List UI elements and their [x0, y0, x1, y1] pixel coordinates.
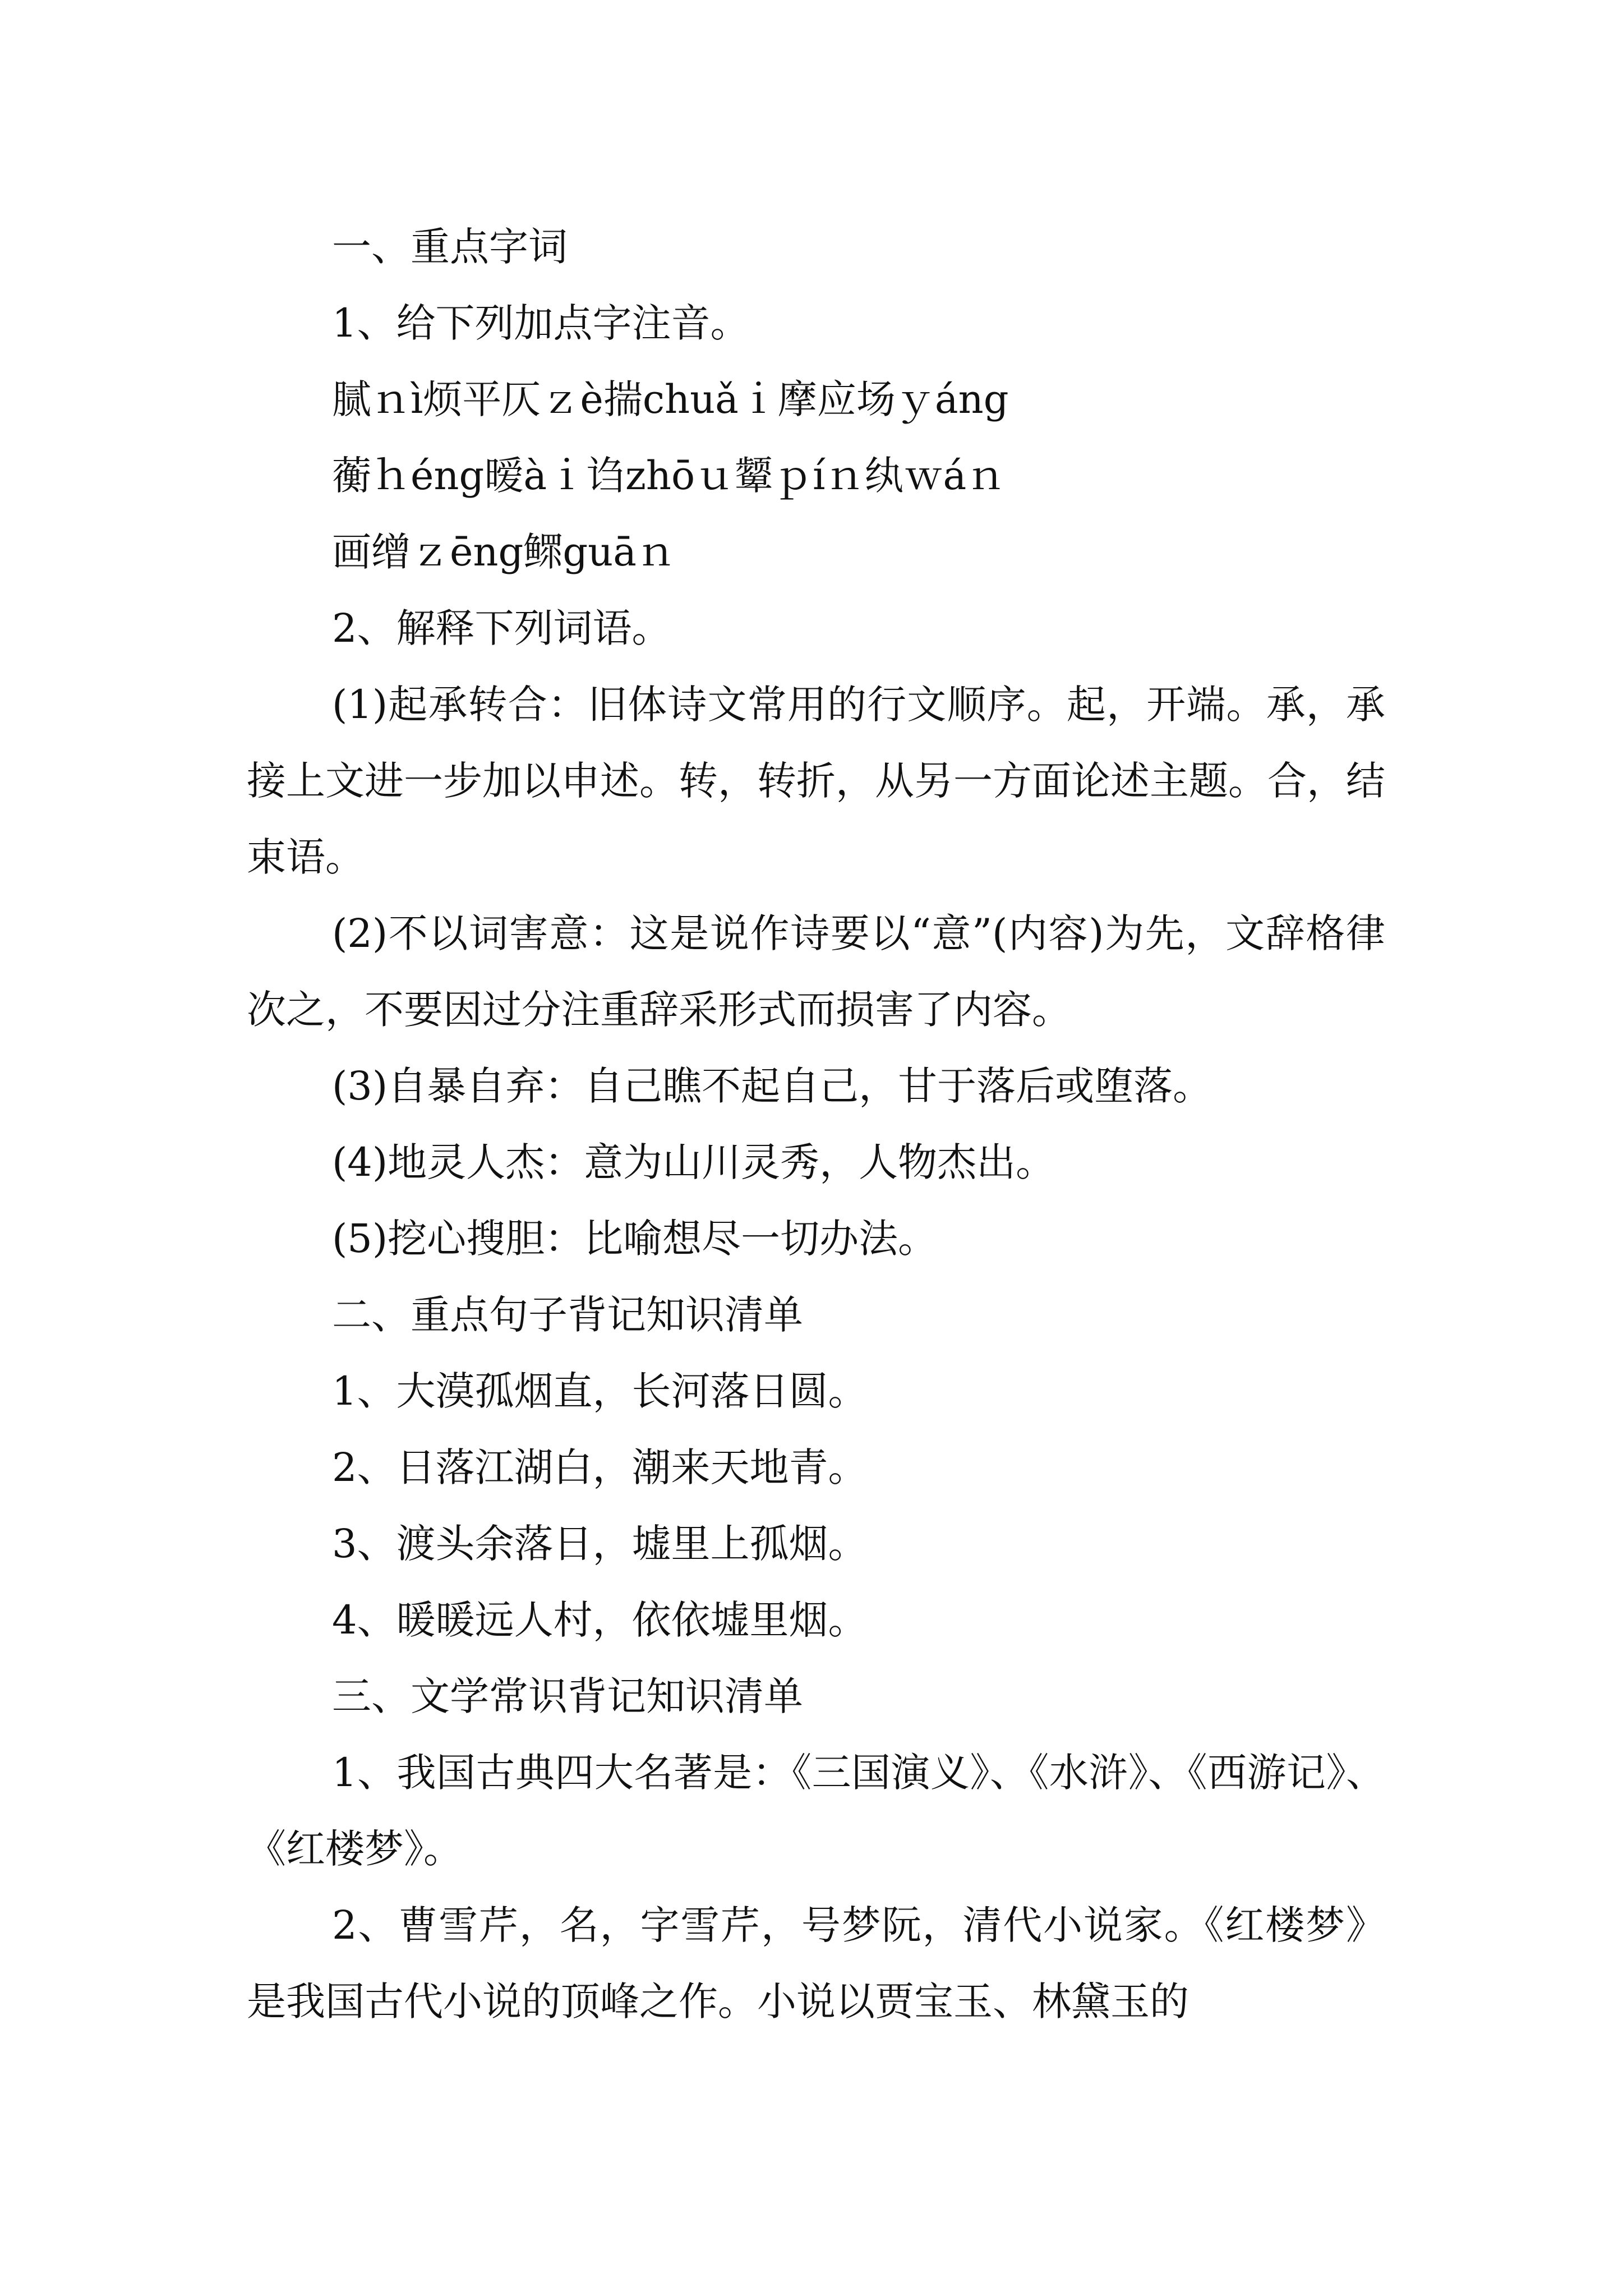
- pinyin-line-3: 画缯ｚēng鳏guāｎ: [332, 529, 676, 575]
- sentence-3: 3、渡头余落日，墟里上孤烟。: [332, 1521, 868, 1567]
- definition-5: (5)挖心搜胆：比喻想尽一切办法。: [332, 1216, 938, 1262]
- definition-1: (1)起承转合：旧体诗文常用的行文顺序。起，开端。承，承接上文进一步加以申述。转，转折，从另一方面论述主题。合，结束语。: [247, 682, 1385, 880]
- section-heading-3: 三、文学常识背记知识清单: [332, 1673, 803, 1719]
- sentence-2: 2、日落江湖白，潮来天地青。: [332, 1444, 868, 1490]
- question-1-title: 1、给下列加点字注音。: [332, 300, 750, 346]
- sentence-4: 4、暖暖远人村，依依墟里烟。: [332, 1597, 868, 1643]
- literature-item-2: 2、曹雪芹，名，字雪芹，号梦阮，清代小说家。《红楼梦》是我国古代小说的顶峰之作。小说以贾宝玉、林黛玉的: [247, 1902, 1385, 2024]
- pinyin-line-2: 蘅ｈéng暧àｉ诌zhōｕ颦ｐíｎ纨ｗáｎ: [332, 453, 1006, 499]
- definition-3: (3)自暴自弃：自己瞧不起自己，甘于落后或堕落。: [332, 1063, 1212, 1109]
- literature-item-1: 1、我国古典四大名著是：《三国演义》、《水浒》、《西游记》、《红楼梦》。: [247, 1750, 1385, 1872]
- question-2-title: 2、解释下列词语。: [332, 605, 671, 651]
- sentence-1: 1、大漠孤烟直，长河落日圆。: [332, 1368, 868, 1414]
- document-body: [247, 209, 1385, 2040]
- pinyin-line-1: 腻ｎì烦平仄ｚè揣chuǎｉ摩应场ｙáng: [332, 376, 1009, 422]
- section-heading-1: 一、重点字词: [332, 224, 568, 270]
- section-heading-2: 二、重点句子背记知识清单: [332, 1292, 803, 1338]
- definition-4: (4)地灵人杰：意为山川灵秀，人物杰出。: [332, 1139, 1055, 1185]
- definition-2: (2)不以词害意：这是说作诗要以“意”(内容)为先，文辞格律次之，不要因过分注重辞采形式而损害了内容。: [247, 910, 1385, 1033]
